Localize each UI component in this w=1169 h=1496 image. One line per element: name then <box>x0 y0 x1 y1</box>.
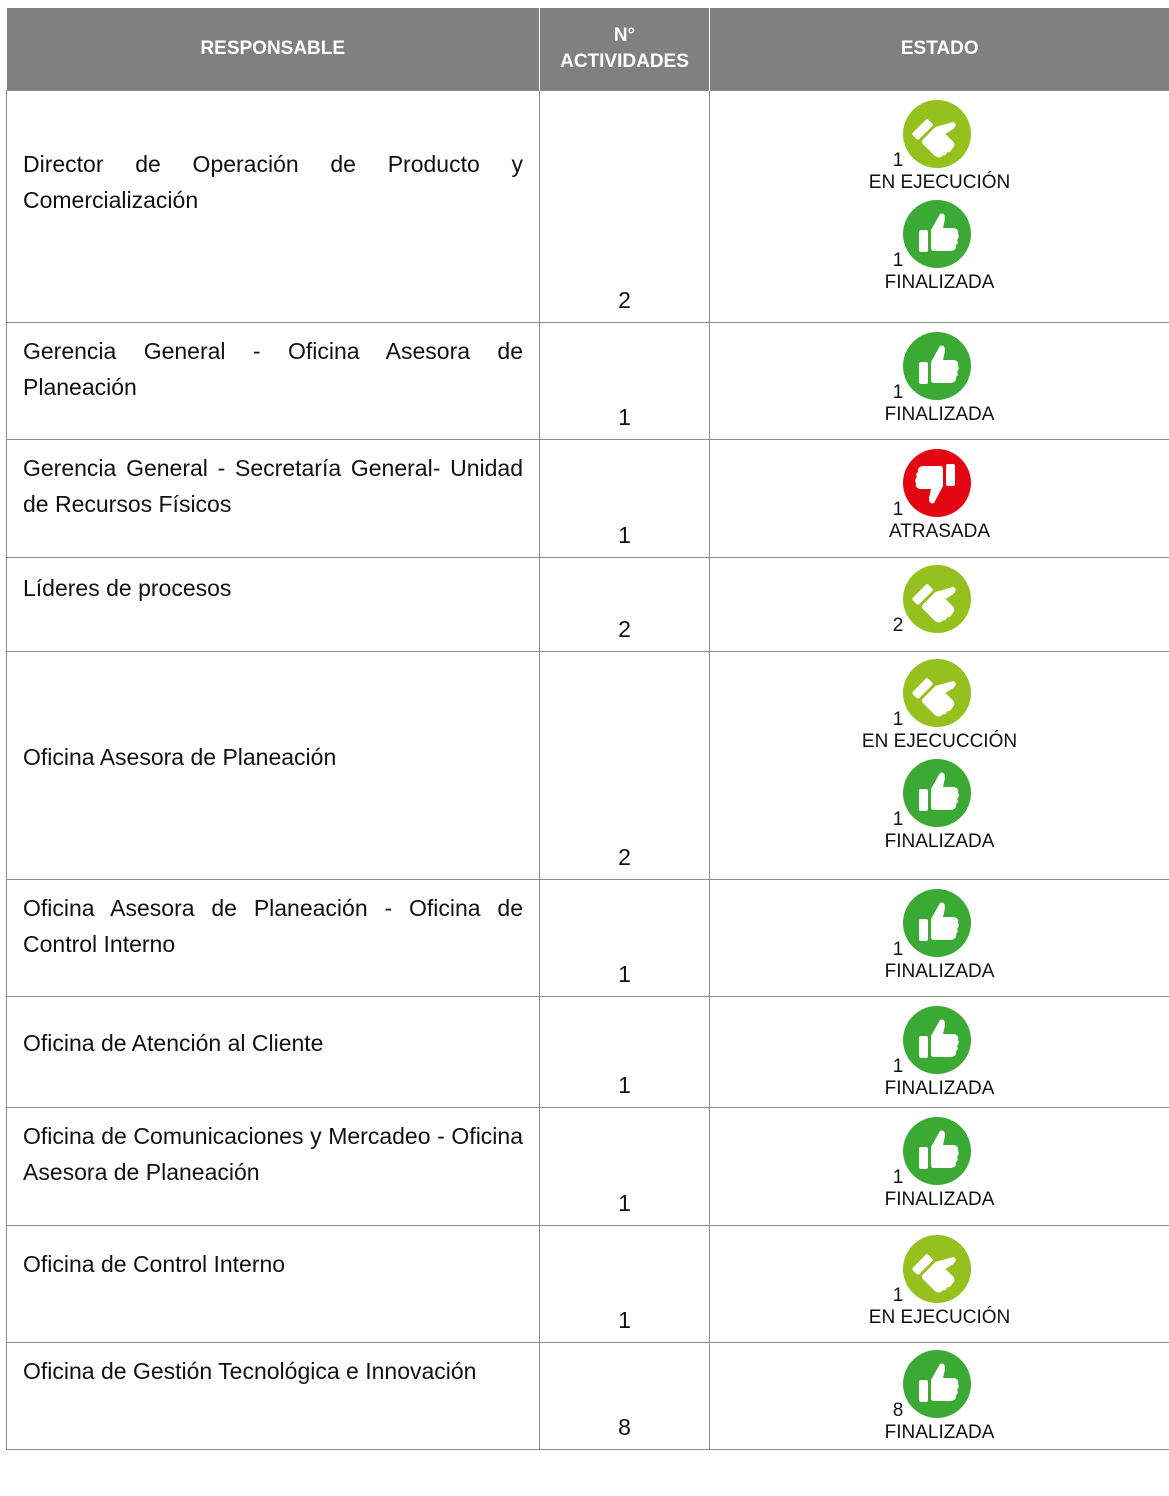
responsable-text: Gerencia General - Oficina Asesora de Planeación <box>23 338 523 400</box>
estado-count: 1 <box>892 382 904 403</box>
estado-entry <box>710 564 1169 634</box>
estado-label: FINALIZADA <box>884 1078 995 1099</box>
estado-label: EN EJECUCCIÓN <box>861 731 1018 752</box>
table-row <box>7 323 1169 440</box>
estado-cell <box>710 440 1169 558</box>
actividades-count: 1 <box>618 1072 631 1098</box>
thumb-sideways-icon <box>902 658 972 728</box>
estado-count: 1 <box>892 250 904 271</box>
responsable-cell <box>7 1108 540 1226</box>
estado-count: 1 <box>892 1167 904 1188</box>
thumb-up-icon <box>902 1349 972 1419</box>
actividades-count: 1 <box>618 1190 631 1216</box>
thumb-up-icon <box>902 199 972 269</box>
table-row <box>7 652 1169 880</box>
responsable-cell <box>7 880 540 997</box>
estado-entry <box>710 658 1169 756</box>
actividades-count: 2 <box>618 616 631 642</box>
thumb-sideways-icon <box>902 1234 972 1304</box>
responsable-text: Oficina de Comunicaciones y Mercadeo - Oficina Asesora de Planeación <box>23 1123 523 1185</box>
responsable-cell <box>7 323 540 440</box>
estado-cell <box>710 652 1169 880</box>
actividades-count: 1 <box>618 961 631 987</box>
actividades-count: 8 <box>618 1414 631 1440</box>
table-row <box>7 1108 1169 1226</box>
responsable-cell <box>7 558 540 652</box>
actividades-cell <box>540 652 710 880</box>
estado-cell <box>710 880 1169 997</box>
estado-label: FINALIZADA <box>884 404 995 425</box>
responsable-text: Oficina de Control Interno <box>23 1251 286 1277</box>
actividades-cell <box>540 1343 710 1450</box>
actividades-cell <box>540 1226 710 1343</box>
table-row <box>7 997 1169 1108</box>
estado-label: ATRASADA <box>888 521 990 542</box>
estado-entry <box>710 331 1169 429</box>
responsable-cell <box>7 997 540 1108</box>
table-row <box>7 880 1169 997</box>
responsable-text: Gerencia General - Secretaría General- Unidad de Recursos Físicos <box>23 455 523 517</box>
estado-entry <box>710 1349 1169 1447</box>
estado-count: 1 <box>892 809 904 830</box>
actividades-cell <box>540 1108 710 1226</box>
responsable-text: Director de Operación de Producto y Comercialización <box>23 151 523 213</box>
estado-cell <box>710 1108 1169 1226</box>
thumb-sideways-icon <box>902 564 972 634</box>
estado-cell <box>710 558 1169 652</box>
responsable-cell <box>7 1226 540 1343</box>
thumb-down-icon <box>902 448 972 518</box>
responsable-text: Líderes de procesos <box>23 575 232 601</box>
table-row <box>7 91 1169 323</box>
estado-label: FINALIZADA <box>884 961 995 982</box>
estado-entry <box>710 199 1169 297</box>
estado-count: 1 <box>892 939 904 960</box>
actividades-cell <box>540 91 710 323</box>
responsable-cell <box>7 440 540 558</box>
responsable-text: Oficina Asesora de Planeación <box>23 744 337 770</box>
table-row <box>7 1343 1169 1450</box>
responsable-text: Oficina de Atención al Cliente <box>23 1030 324 1056</box>
estado-cell <box>710 997 1169 1108</box>
header-actividades-label: ACTIVIDADES <box>560 51 689 72</box>
actividades-count: 1 <box>618 1307 631 1333</box>
estado-label: FINALIZADA <box>884 1422 995 1443</box>
actividades-cell <box>540 440 710 558</box>
thumb-up-icon <box>902 331 972 401</box>
table-row <box>7 440 1169 558</box>
estado-entry <box>710 888 1169 986</box>
estado-cell <box>710 323 1169 440</box>
estado-count: 1 <box>892 150 904 171</box>
estado-entry <box>710 1116 1169 1214</box>
estado-cell <box>710 91 1169 323</box>
responsable-cell <box>7 652 540 880</box>
estado-label: FINALIZADA <box>884 831 995 852</box>
estado-cell <box>710 1343 1169 1450</box>
activities-table <box>6 8 1169 1450</box>
table-header-row <box>7 8 1169 91</box>
estado-entry <box>710 99 1169 197</box>
estado-label: FINALIZADA <box>884 1189 995 1210</box>
thumb-up-icon <box>902 1005 972 1075</box>
thumb-up-icon <box>902 1116 972 1186</box>
responsable-cell <box>7 91 540 323</box>
thumb-up-icon <box>902 758 972 828</box>
actividades-cell <box>540 323 710 440</box>
table-row <box>7 1226 1169 1343</box>
estado-entry <box>710 448 1169 546</box>
responsable-text: Oficina Asesora de Planeación - Oficina de Control Interno <box>23 895 523 957</box>
estado-count: 8 <box>892 1400 904 1421</box>
header-responsable: RESPONSABLE <box>7 8 540 91</box>
estado-label: EN EJECUCIÓN <box>868 172 1011 193</box>
actividades-cell <box>540 880 710 997</box>
header-n-label: N° <box>613 25 636 46</box>
actividades-count: 1 <box>618 404 631 430</box>
estado-entry <box>710 758 1169 856</box>
estado-count: 1 <box>892 709 904 730</box>
actividades-count: 2 <box>618 844 631 870</box>
responsable-text: Oficina de Gestión Tecnológica e Innovación <box>23 1358 477 1384</box>
estado-entry <box>710 1005 1169 1103</box>
estado-label: EN EJECUCIÓN <box>868 1307 1011 1328</box>
estado-cell <box>710 1226 1169 1343</box>
estado-count: 1 <box>892 1285 904 1306</box>
header-n-actividades <box>540 8 710 91</box>
estado-label: FINALIZADA <box>884 272 995 293</box>
estado-count: 1 <box>892 1056 904 1077</box>
thumb-up-icon <box>902 888 972 958</box>
table-row <box>7 558 1169 652</box>
estado-count: 1 <box>892 499 904 520</box>
thumb-sideways-icon <box>902 99 972 169</box>
estado-count: 2 <box>892 615 904 636</box>
actividades-cell <box>540 997 710 1108</box>
actividades-cell <box>540 558 710 652</box>
actividades-count: 2 <box>618 287 631 313</box>
responsable-cell <box>7 1343 540 1450</box>
estado-entry <box>710 1234 1169 1332</box>
header-estado: ESTADO <box>710 8 1169 91</box>
actividades-count: 1 <box>618 522 631 548</box>
